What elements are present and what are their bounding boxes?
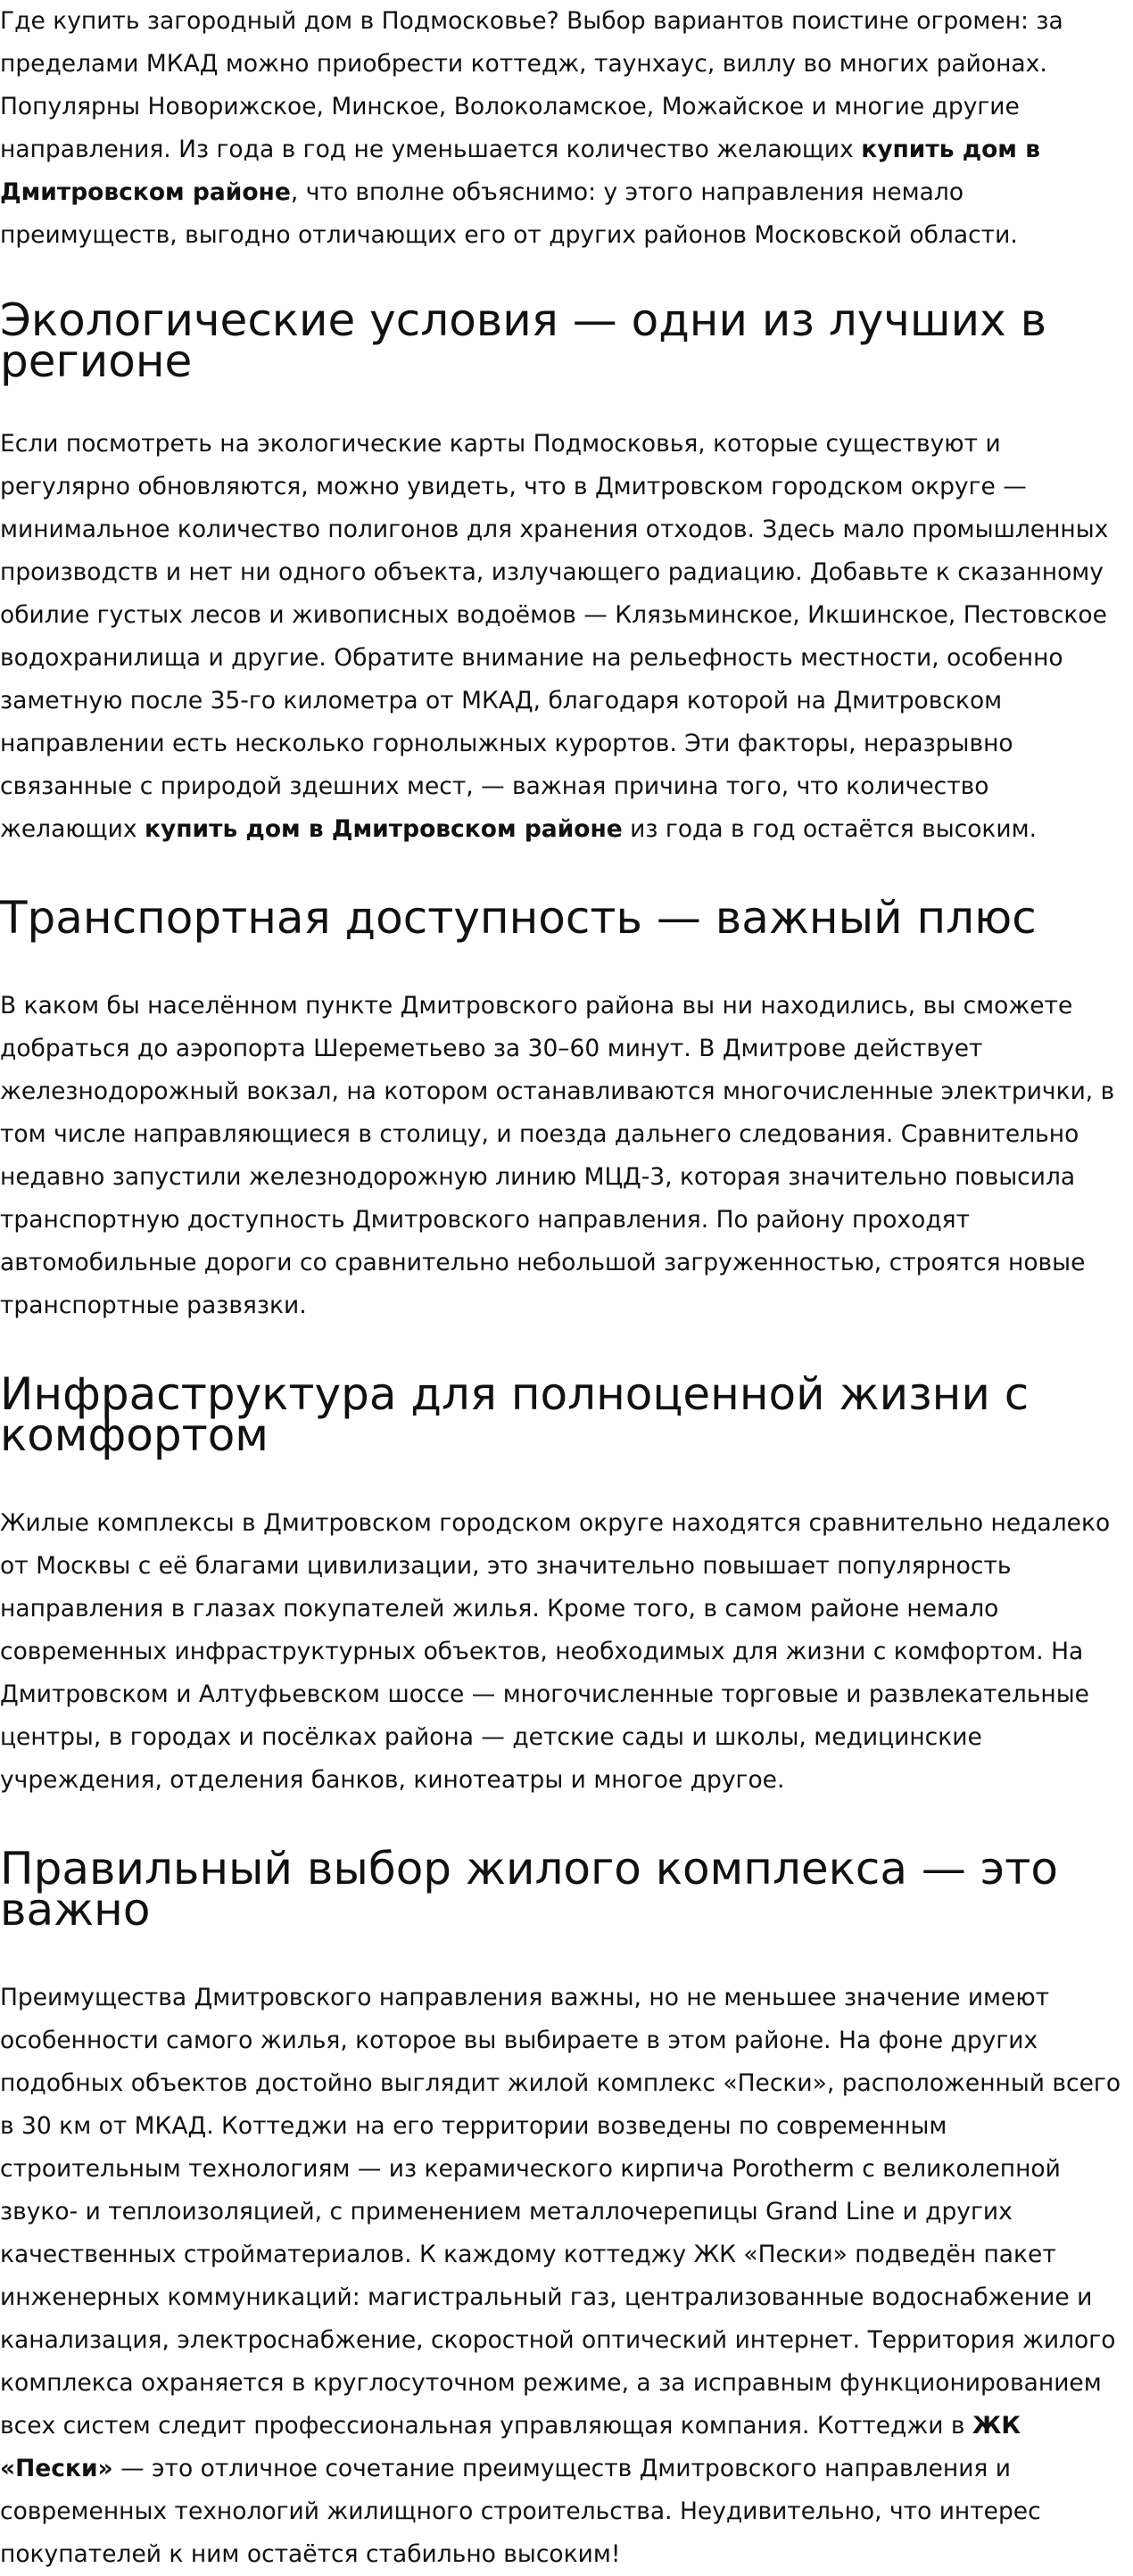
choice-heading: Правильный выбор жилого комплекса — это важно (0, 1843, 1058, 1936)
choice-paragraph (0, 1977, 1133, 2576)
choice-text-1: Преимущества Дмитровского направления важны, но не меньшее значение имеют особенности самого жилья, которое вы выбираете в этом районе. На фоне других подобных объектов достойно выглядит жилой комплекс «Пески», расположенный всего в 30 км от МКАД. Коттеджи на его территории возведены по современным строительным технологиям — из керамического кирпича Porotherm с великолепной звуко- и теплоизоляцией, с применением металлочерепицы Grand Line и других качественных стройматериалов. К каждому коттеджу ЖК «Пески» подведён пакет инженерных коммуникаций: магистральный газ, централизованные водоснабжение и канализация, электроснабжение, скоростной оптический интернет. Территория жилого комплекса охраняется в круглосуточном режиме, а за исправным функционированием всех систем следит профессиональная управляющая компания. Коттеджи в (0, 1984, 1121, 2440)
infrastructure-heading: Инфраструктура для полноценной жизни с комфортом (0, 1368, 1030, 1461)
intro-bold-phrase: купить дом в Дмитровском районе (0, 136, 1040, 206)
ecology-text-1: Если посмотреть на экологические карты Подмосковья, которые существуют и регулярно обновляются, можно увидеть, что в Дмитровском городском округе — минимальное количество полигонов для хранения отходов. Здесь мало промышленных производств и нет ни одного объекта, излучающего радиацию. Добавьте к сказанному обилие густых лесов и живописных водоёмов — Клязьминское, Икшинское, Пестовское водохранилища и другие. Обратите внимание на рельефность местности, особенно заметную после 35-го километра от МКАД, благодаря которой на Дмитровском направлении есть несколько горнолыжных курортов. Эти факторы, неразрывно связанные с природой здешних мест, — важная причина того, что количество желающих (0, 430, 1109, 843)
choice-bold-phrase: ЖК «Пески» (0, 2412, 1021, 2482)
transport-paragraph: В каком бы населённом пункте Дмитровского района вы ни находились, вы сможете добраться до аэропорта Шереметьево за 30–60 минут. В Дмитрове действует железнодорожный вокзал, на котором останавливаются многочисленные электрички, в том числе направляющиеся в столицу, и поезда дальнего следования. Сравнительно недавно запустили железнодорожную линию МЦД-3, которая значительно повысила транспортную доступность Дмитровского направления. По району проходят автомобильные дороги со сравнительно небольшой загруженностью, строятся новые транспортные развязки. (0, 992, 1115, 1319)
ecology-paragraph (0, 423, 1133, 851)
intro-text-1: Где купить загородный дом в Подмосковье? Выбор вариантов поистине огромен: за пределами МКАД можно приобрести коттедж, таунхаус, виллу во многих районах. Популярны Новорижское, Минское, Волоколамское, Можайское и многие другие направления. Из года в год не уменьшается количество желающих (0, 7, 1063, 163)
choice-text-2: — это отличное сочетание преимуществ Дмитровского направления и современных технологий жилищного строительства. Неудивительно, что интерес покупателей к ним остаётся стабильно высоким! (0, 2455, 1041, 2568)
intro-paragraph (0, 0, 1133, 257)
ecology-bold-phrase: купить дом в Дмитровском районе (144, 815, 623, 843)
infrastructure-paragraph: Жилые комплексы в Дмитровском городском округе находятся сравнительно недалеко от Москвы с её благами цивилизации, это значительно повышает популярность направления в глазах покупателей жилья. Кроме того, в самом районе немало современных инфраструктурных объектов, необходимых для жизни с комфортом. На Дмитровском и Алтуфьевском шоссе — многочисленные торговые и развлекательные центры, в городах и посёлках района — детские сады и школы, медицинские учреждения, отделения банков, кинотеатры и многое другое. (0, 1509, 1111, 1794)
transport-heading: Транспортная доступность — важный плюс (0, 892, 1037, 944)
ecology-heading: Экологические условия — одни из лучших в регионе (0, 294, 1047, 387)
ecology-text-2: из года в год остаётся высоким. (622, 815, 1038, 843)
intro-text-2: , что вполне объяснимо: у этого направления немало преимуществ, выгодно отличающих его от других районов Московской области. (0, 178, 1018, 249)
